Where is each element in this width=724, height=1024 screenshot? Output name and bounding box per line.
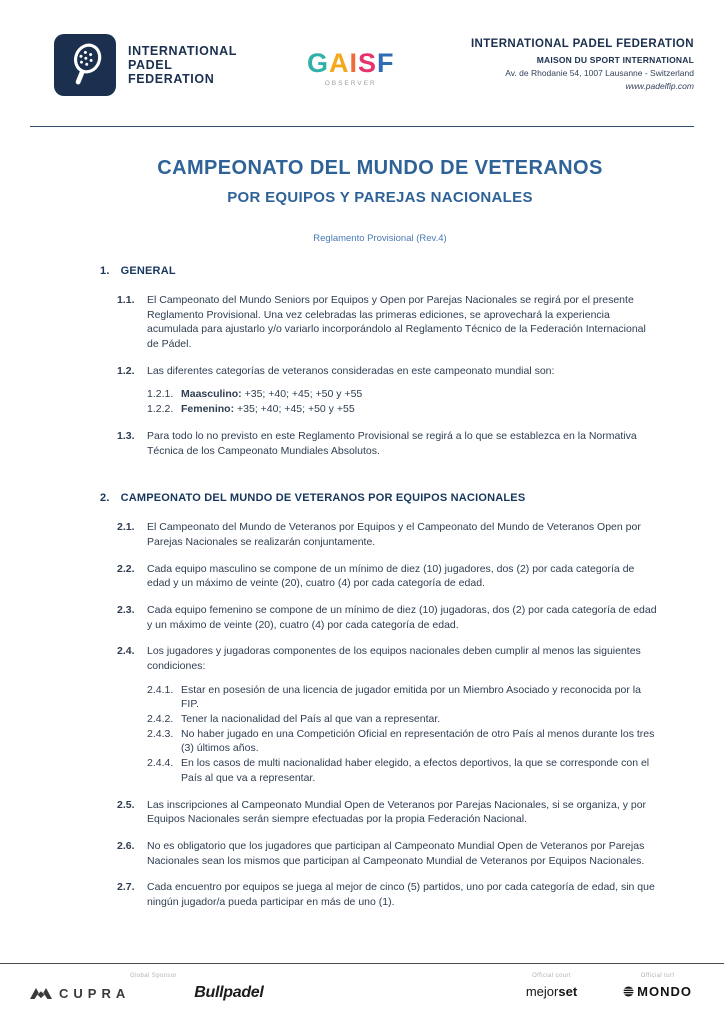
clause-number: 1.1. — [117, 294, 135, 306]
sub-clause — [147, 683, 660, 712]
clause-paragraph: No es obligatorio que los jugadores que participan al Campeonato Mundial Open de Veteranos por Parejas Nacionales sean los mismos que participan al Campeonato Mundial de Veteranos por Equipos Nacionales. — [147, 839, 645, 867]
gaisf-sub-label: OBSERVER — [324, 80, 377, 87]
clause-number: 2.1. — [117, 521, 135, 534]
sub-clause-lead: Maasculino: — [181, 388, 245, 401]
clause-text — [147, 364, 660, 417]
document-body — [0, 157, 724, 910]
page-footer — [0, 963, 724, 1024]
clause-paragraph: Los jugadores y jugadoras componentes de los equipos nacionales deben cumplir al menos las siguientes condiciones: — [147, 645, 641, 672]
clause — [117, 293, 660, 352]
sub-clause — [147, 756, 660, 785]
gaisf-letter: F — [377, 48, 395, 78]
official-turf-group — [623, 973, 692, 999]
clause-paragraph: Para todo lo no previsto en este Reglamento Provisional se regirá a lo que se establezca en la Normativa Técnica de los Campeonato Mundiales Absolutos. — [147, 429, 637, 457]
website-link[interactable]: www.padelfip.com — [625, 81, 694, 91]
clause — [117, 562, 660, 591]
clause-number: 2.4. — [117, 645, 135, 658]
mondo-globe-icon — [623, 986, 634, 997]
sub-clause-number: 2.4.3. — [147, 727, 174, 740]
mejorset-wordmark-light: mejor — [525, 984, 559, 999]
gaisf-letter: I — [349, 48, 358, 78]
sub-clause-text: Tener la nacionalidad del País al que van a representar. — [181, 713, 441, 726]
sub-clauses — [147, 683, 660, 786]
sub-clause-number: 1.2.2. — [147, 403, 174, 416]
padel-racket-icon — [57, 37, 113, 93]
cupra-emblem-icon — [30, 988, 52, 999]
clause — [117, 644, 660, 785]
building-name: MAISON DU SPORT INTERNATIONAL — [536, 55, 694, 65]
header-divider — [30, 126, 694, 127]
sections-container — [100, 265, 660, 910]
clause-text — [147, 603, 660, 632]
clause-text — [147, 562, 660, 591]
gaisf-logo — [307, 50, 395, 87]
sub-clause-number: 2.4.1. — [147, 683, 174, 696]
section — [100, 265, 660, 458]
official-court-label: Official court — [532, 973, 571, 979]
section-title: GENERAL — [120, 265, 176, 277]
sub-clause-number: 2.4.2. — [147, 713, 174, 726]
official-turf-label: Official turf — [640, 973, 675, 979]
ipf-logo-wordmark — [128, 44, 237, 87]
ipf-logo-group — [54, 34, 237, 96]
sub-clause-text: Femenino: +35; +40; +45; +50 y +55 — [181, 403, 355, 416]
section-number: 1. — [100, 265, 110, 277]
clause — [117, 798, 660, 827]
clause-text — [147, 429, 660, 458]
clause-number: 2.6. — [117, 839, 135, 852]
official-court-group — [526, 973, 577, 999]
global-sponsor-label: Global Sponsor — [130, 973, 177, 979]
clause-paragraph: El Campeonato del Mundo Seniors por Equipos y Open por Parejas Nacionales se regirá por el presente Reglamento Provisional. Una vez celebradas las primeras ediciones, se aprovechará la experiencia acumulada para ajustarlo y/o variarlo incorporándolo al Reglamento Técnico de la Federación Internacional de Pádel. — [147, 294, 646, 351]
clause — [117, 429, 660, 458]
clause — [117, 603, 660, 632]
mejorset-logo — [526, 984, 577, 999]
section — [100, 492, 660, 909]
clause-number: 2.3. — [117, 603, 135, 616]
clause-text — [147, 839, 660, 868]
sub-clause-text: Maasculino: +35; +40; +45; +50 y +55 — [181, 388, 363, 401]
clause — [117, 364, 660, 417]
clause-text — [147, 880, 660, 909]
gaisf-letter: A — [328, 48, 350, 78]
clause-text — [147, 520, 660, 549]
clause-number: 2.5. — [117, 798, 135, 811]
section-heading — [100, 492, 660, 504]
cupra-wordmark: CUPRA — [59, 985, 131, 1001]
sub-clause-lead: Femenino: — [181, 403, 238, 416]
sub-clause — [147, 402, 660, 417]
clause-paragraph: Cada equipo femenino se compone de un mínimo de diez (10) jugadoras, dos (2) por cada categoría de edad y un máximo de veinte (20), cuatro (4) por cada categoría de edad. — [147, 603, 657, 631]
sub-clause-text: En los casos de multi nacionalidad haber elegido, a efectos deportivos, la que se corresponde con el País al que va a representar. — [181, 757, 650, 784]
mejorset-wordmark-bold: set — [558, 984, 578, 999]
clause-number: 1.2. — [117, 364, 135, 377]
letterhead-contact — [471, 38, 694, 91]
section-number: 2. — [100, 492, 110, 505]
sub-clause-number: 1.2.1. — [147, 388, 174, 401]
sub-clause — [147, 387, 660, 402]
address-line: Av. de Rhodanie 54, 1007 Lausanne - Switzerland — [505, 68, 694, 78]
document-title-block — [100, 157, 660, 206]
clause-paragraph: Cada equipo masculino se compone de un mínimo de diez (10) jugadores, dos (2) por cada categoría de edad y un máximo de veinte (20), cuatro (4) por cada categoría de edad. — [147, 562, 635, 590]
clause — [117, 880, 660, 909]
page-title: CAMPEONATO DEL MUNDO DE VETERANOS — [157, 157, 603, 179]
ipf-word-line: PADEL — [128, 57, 173, 72]
revision-note: Reglamento Provisional (Rev.4) — [313, 233, 447, 244]
clause-paragraph: Las diferentes categorías de veteranos consideradas en este campeonato mundial son: — [147, 364, 555, 377]
clause-text — [147, 293, 660, 352]
gaisf-letter: S — [357, 48, 377, 78]
ipf-word-line: FEDERATION — [128, 72, 215, 87]
gaisf-wordmark — [307, 50, 395, 77]
clause-text — [147, 798, 660, 827]
section-title: CAMPEONATO DEL MUNDO DE VETERANOS POR EQUIPOS NACIONALES — [120, 492, 526, 505]
clause-number: 1.3. — [117, 429, 135, 442]
sub-clauses — [147, 387, 660, 416]
sponsor-strip — [0, 964, 724, 1002]
org-name: INTERNATIONAL PADEL FEDERATION — [470, 38, 694, 50]
section-heading — [100, 265, 660, 277]
sub-clause-text: No haber jugado en una Competición Oficial en representación de otro País al menos durante los tres (3) últimos años. — [181, 727, 655, 755]
cupra-logo — [30, 986, 130, 1001]
sub-clause-number: 2.4.4. — [147, 757, 174, 770]
clause-paragraph: Cada encuentro por equipos se juega al mejor de cinco (5) partidos, uno por cada categoría de edad, sin que ningún jugador/a pueda participar en más de uno (1). — [147, 881, 655, 908]
clause-paragraph: Las inscripciones al Campeonato Mundial Open de Veteranos por Parejas Nacionales, si se organiza, y por Equipos Nacionales serán siempre efectuadas por la propia Federación Nacional. — [147, 798, 647, 826]
bullpadel-logo: Bullpadel — [194, 984, 264, 1001]
mondo-wordmark: MONDO — [637, 984, 692, 999]
sub-clause — [147, 712, 660, 727]
gaisf-letter: G — [306, 48, 329, 78]
clause — [117, 520, 660, 549]
sub-clause-text: Estar en posesión de una licencia de jugador emitida por un Miembro Asociado y reconocida por la FIP. — [181, 683, 641, 711]
mondo-logo — [623, 984, 692, 999]
page-subtitle: POR EQUIPOS Y PAREJAS NACIONALES — [227, 189, 533, 206]
ipf-word-line: INTERNATIONAL — [128, 43, 237, 58]
clause-text — [147, 644, 660, 785]
ipf-logo — [54, 34, 116, 96]
clause — [117, 839, 660, 868]
sub-clause — [147, 727, 660, 756]
global-sponsor-group — [30, 973, 264, 1002]
clause-number: 2.7. — [117, 881, 135, 894]
clause-paragraph: El Campeonato del Mundo de Veteranos por Equipos y el Campeonato del Mundo de Veteranos Open por Parejas Nacionales se realizarán conjuntamente. — [147, 521, 641, 548]
page-header — [0, 0, 724, 96]
clause-number: 2.2. — [117, 562, 135, 575]
